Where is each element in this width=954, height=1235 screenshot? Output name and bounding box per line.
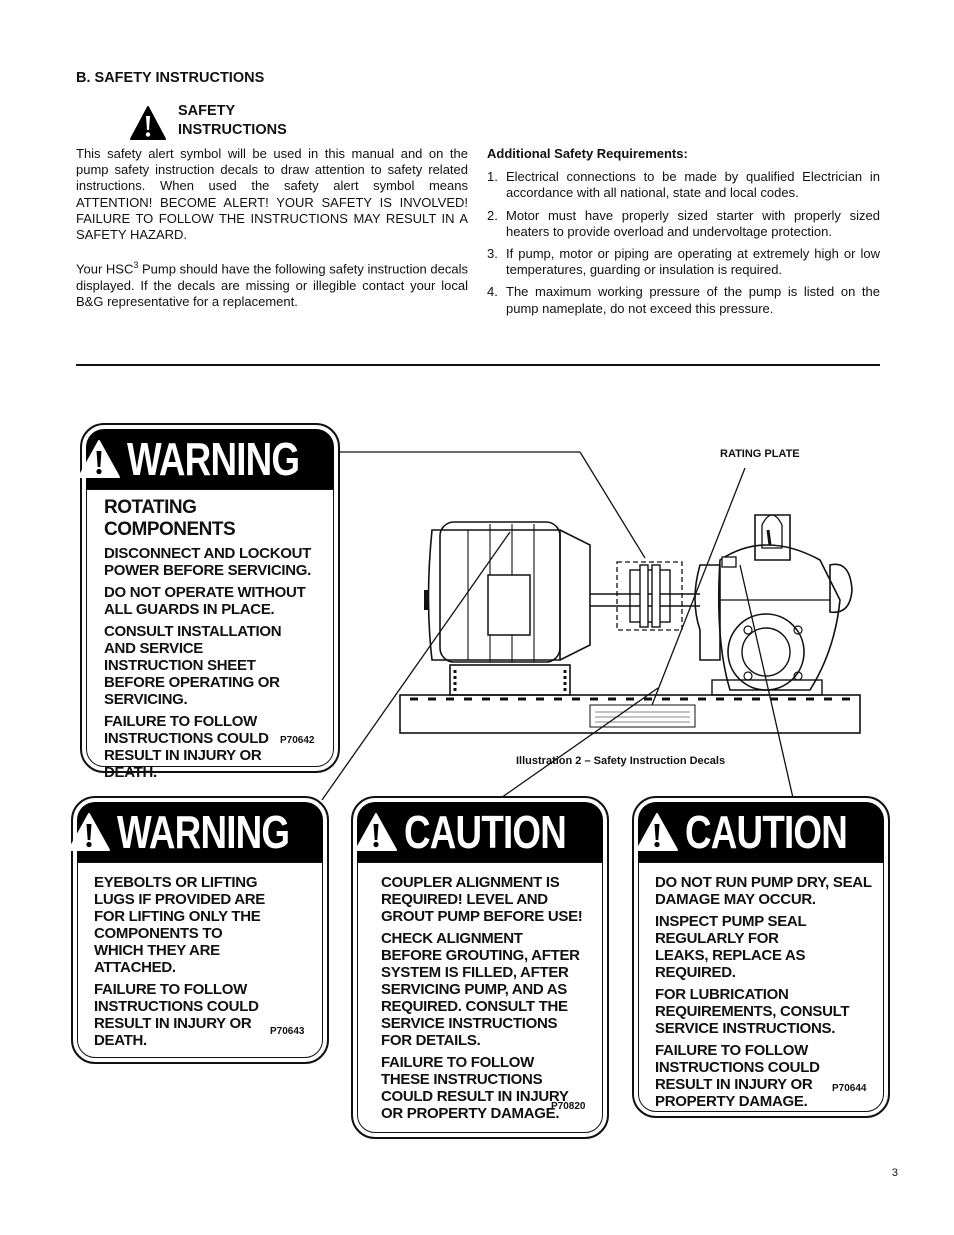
caution-decal-seal: CAUTION DO NOT RUN PUMP DRY, SEAL DAMAGE MAY OCCUR. INSPECT PUMP SEAL REGULARLY FOR LEAKS, REPLACE AS REQUIRED. FOR LUBRICATION REQUIREMENTS, CONSULT SERVICE INSTRUCTIONS. FAILURE TO FOLLOW INSTRUCTIONS COULD RESULT IN INJURY OR PROPERTY DAMAGE. P70644 <box>632 796 890 1118</box>
right-column <box>487 146 880 323</box>
decals-paragraph: Your HSC$^3$ Pump should have the following safety instruction decals displayed. If the decals are missing or illegible contact your local B&G representative for a replacement. <box>76 260 468 309</box>
left-column <box>76 146 468 324</box>
warning-decal-eyebolts: WARNING EYEBOLTS OR LIFTING LUGS IF PROVIDED ARE FOR LIFTING ONLY THE COMPONENTS TO WHICH THEY ARE ATTACHED. FAILURE TO FOLLOW INSTRUCTIONS COULD RESULT IN INJURY OR DEATH. P70643 <box>71 796 329 1064</box>
warning-triangle-icon <box>67 812 111 852</box>
decal-code: P70820 <box>551 1101 586 1112</box>
caution-decal-coupler: CAUTION COUPLER ALIGNMENT IS REQUIRED! LEVEL AND GROUT PUMP BEFORE USE! CHECK ALIGNMENT BEFORE GROUTING, AFTER SYSTEM IS FILLED, AFTER SERVICING PUMP, AND AS REQUIRED. CONSULT THE SERVICE INSTRUCTIONS FOR DETAILS. FAILURE TO FOLLOW THESE INSTRUCTIONS COULD RESULT IN INJURY OR PROPERTY DAMAGE. P70820 <box>351 796 609 1139</box>
signal-band <box>86 429 334 489</box>
warning-decal-rotating: WARNING ROTATING COMPONENTS DISCONNECT AND LOCKOUT POWER BEFORE SERVICING. DO NOT OPERATE WITHOUT ALL GUARDS IN PLACE. CONSULT INSTALLATION AND SERVICE INSTRUCTION SHEET BEFORE OPERATING OR SERVICING. FAILURE TO FOLLOW INSTRUCTIONS COULD RESULT IN INJURY OR DEATH. P70642 <box>80 423 340 773</box>
signal-band <box>77 802 323 862</box>
decal-code: P70642 <box>280 735 315 746</box>
safety-alert-heading <box>130 102 318 140</box>
page-number: 3 <box>891 1167 898 1179</box>
decal-code: P70644 <box>832 1083 867 1094</box>
warning-triangle-icon <box>354 812 398 852</box>
intro-paragraph: This safety alert symbol will be used in this manual and on the pump safety instruction decals to draw attention to safety related instructions. When used the safety alert symbol means ATTENTION! BECOME ALERT! YOUR SAFETY IS INVOLVED! FAILURE TO FOLLOW THE INSTRUCTIONS MAY RESULT IN A SAFETY HAZARD. <box>76 146 468 243</box>
illustration-caption: Illustration 2 – Safety Instruction Decals <box>516 755 726 767</box>
list-item: 2. Motor must have properly sized starter with properly sized heaters to provide overload and undervoltage protection. <box>487 207 880 239</box>
decal-subtitle: ROTATING COMPONENTS <box>104 497 236 540</box>
warning-triangle-icon <box>77 439 121 479</box>
list-item: 4. The maximum working pressure of the pump is listed on the pump nameplate, do not exceed this pressure. <box>487 284 880 316</box>
signal-band <box>638 802 884 862</box>
signal-band <box>357 802 603 862</box>
signal-word: WARNING <box>127 433 300 485</box>
list-item: 1. Electrical connections to be made by qualified Electrician in accordance with all national, state and local codes. <box>487 169 880 201</box>
signal-word: CAUTION <box>684 806 847 858</box>
additional-heading: Additional Safety Requirements: <box>487 146 688 161</box>
signal-word: CAUTION <box>403 806 566 858</box>
warning-triangle-icon <box>635 812 679 852</box>
requirements-list <box>487 169 880 317</box>
warning-triangle-icon <box>130 106 166 140</box>
divider <box>76 364 880 366</box>
rating-plate-label: RATING PLATE <box>720 448 800 460</box>
signal-word: WARNING <box>117 806 290 858</box>
safety-alert-heading-text: SAFETY INSTRUCTIONS <box>178 103 287 138</box>
section-title: B. SAFETY INSTRUCTIONS <box>76 70 265 86</box>
list-item: 3. If pump, motor or piping are operating at extremely high or low temperatures, guarding or insulation is required. <box>487 246 880 278</box>
decal-code: P70643 <box>270 1026 305 1037</box>
